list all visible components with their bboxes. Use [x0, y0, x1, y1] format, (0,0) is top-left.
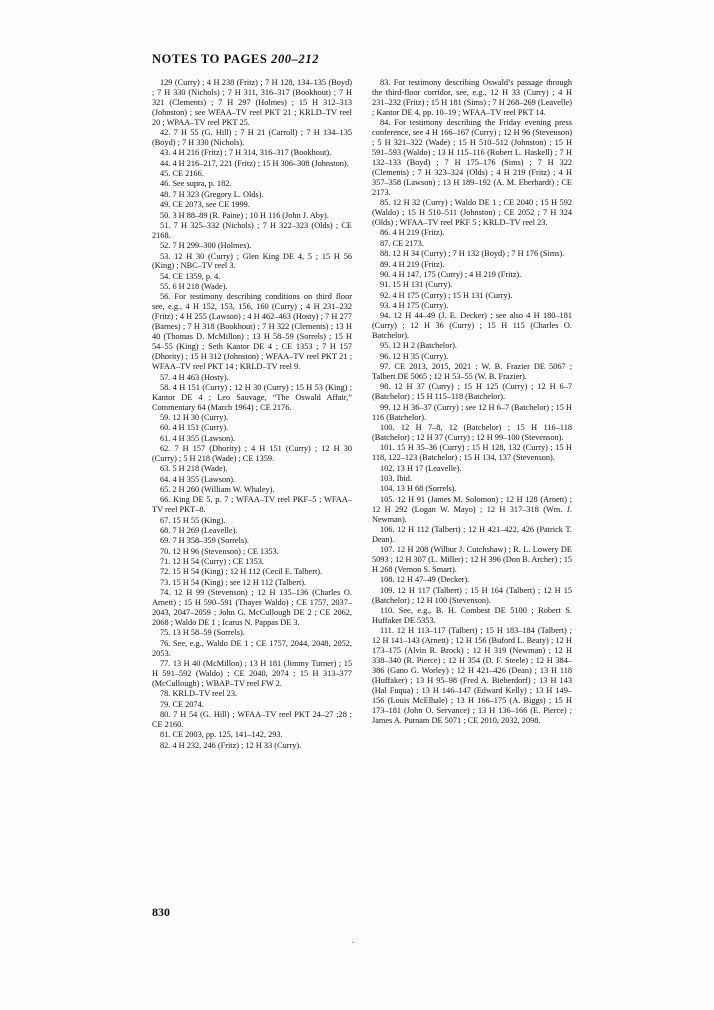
note-entry: 93. 4 H 175 (Curry). [380, 300, 449, 310]
notes-columns [152, 78, 572, 751]
note-entry: 64. 4 H 355 (Lawson). [160, 474, 236, 484]
note-entry: 62. 7 H 157 (Dhority) ; 4 H 151 (Curry) ; 12 H 30 (Curry) ; 5 H 218 (Wade) ; CE 1359. [152, 444, 352, 464]
note-entry: 75. 13 H 58–59 (Sorrels). [160, 628, 245, 638]
note-entry: 129 (Curry) ; 4 H 238 (Fritz) ; 7 H 128, 134–135 (Boyd) ; 7 H 330 (Nichols) ; 7 H 311, 316–317 (Bookhout) ; 7 H 321 (Clements) ; 7 H 297 (Holmes) ; 15 H 312–313 (Johnston) ; see WFAA–TV reel PKT 21 ; KRLD–TV reel 20 ; WPAA–TV reel PKT 25. [152, 78, 352, 127]
note-entry: 50. 3 H 88–89 (R. Paine) ; 10 H 116 (John J. Aby). [160, 210, 329, 220]
note-entry: 60. 4 H 151 (Curry). [160, 423, 229, 433]
note-entry: 58. 4 H 151 (Curry) ; 12 H 30 (Curry) ; 15 H 53 (King) ; Kantor DE 4 ; Leo Sauvage, “The Oswald Affair,” Commentary 64 (March 1964) ; CE 2176. [152, 382, 352, 412]
note-entry: 79. CE 2074. [160, 699, 204, 709]
note-entry: 53. 12 H 30 (Curry) ; Glen King DE 4, 5 ; 15 H 56 (King) ; NBC–TV reel 3. [152, 251, 352, 271]
note-entry: 108. 12 H 47–49 (Decker). [380, 575, 470, 585]
note-entry: 59. 12 H 30 (Curry). [160, 413, 229, 423]
note-entry: 42. 7 H 55 (G. Hill) ; 7 H 21 (Carroll) ; 7 H 134–135 (Boyd) ; 7 H 330 (Nichols). [152, 128, 352, 148]
note-entry: 100. 12 H 7–8, 12 (Batchelor) ; 15 H 116–118 (Batchelor) ; 12 H 37 (Curry) ; 12 H 99–100 (Stevenson). [372, 423, 572, 442]
note-entry: 107. 12 H 208 (Wilbur J. Cutchshaw) ; R. L. Lowery DE 5093 ; 12 H 307 (L. Miller) ; 12 H 396 (Don B. Archer) ; 15 H 268 (Vernon S. Smart). [372, 545, 572, 575]
note-entry: 82. 4 H 232, 246 (Fritz) ; 12 H 33 (Curry). [160, 740, 302, 750]
running-head [152, 52, 319, 67]
note-entry: 67. 15 H 55 (King). [160, 515, 226, 525]
notes-column-right [372, 78, 572, 751]
note-entry: 71. 12 H 54 (Curry) ; CE 1353. [160, 557, 264, 567]
note-entry: 66. King DE 5, p. 7 ; WFAA–TV reel PKF–5 ; WFAA–TV reel PKT–8. [152, 495, 352, 515]
running-head-prefix: NOTES TO PAGES [152, 52, 272, 66]
note-entry: 45. CE 2166. [160, 169, 204, 179]
note-entry: 63. 5 H 218 (Wade). [160, 464, 228, 474]
note-entry: 61. 4 H 355 (Lawson). [160, 433, 236, 443]
note-entry: 70. 12 H 96 (Stevenson) ; CE 1353. [160, 546, 279, 556]
note-entry: 43. 4 H 216 (Fritz) ; 7 H 314, 316–317 (Bookhout). [160, 148, 332, 158]
note-entry: 77. 13 H 40 (McMillon) ; 13 H 181 (Jimmy Turner) ; 15 H 591–592 (Waldo) ; CE 2040, 2074 ; 15 H 313–377 (McCullough) ; WBAP–TV reel FW 2. [152, 659, 352, 688]
note-entry: 91. 15 H 131 (Curry). [380, 280, 453, 290]
note-entry: 65. 2 H 260 (William W. Whaley). [160, 485, 275, 495]
note-entry: 57. 4 H 463 (Hosty). [160, 372, 229, 382]
note-entry: 105. 12 H 91 (James M. Solomon) ; 12 H 128 (Arnett) ; 12 H 292 (Logan W. Mayo) ; 12 H 317–318 (Wm. J. Newman). [372, 494, 572, 524]
note-entry: 92. 4 H 175 (Curry) ; 15 H 131 (Curry). [380, 290, 513, 300]
note-entry: 99. 12 H 36–37 (Curry) ; see 12 H 6–7 (Batchelor) ; 15 H 116 (Batchelor). [372, 402, 572, 422]
note-entry: 104. 13 H 68 (Sorrels). [380, 484, 457, 494]
note-entry: 46. See supra, p. 182. [160, 179, 232, 189]
note-entry: 103. Ibid. [380, 473, 413, 483]
center-dot-marker: . [352, 935, 355, 946]
note-entry: 110. See, e.g., B. H. Combest DE 5100 ; Robert S. Huffaker DE 5353. [372, 606, 572, 626]
note-entry: 83. For testimony describing Oswald’s passage through the third-floor corridor, see, e.g., 12 H 33 (Curry) ; 4 H 231–232 (Fritz) ; 15 H 181 (Sims) ; 7 H 268–269 (Leavelle) ; Kantor DE 4, pp. 10–19 ; WFAA–TV reel PKT 14. [372, 78, 572, 117]
note-entry: 95. 12 H 2 (Batchelor). [380, 341, 457, 351]
note-entry: 84. For testimony describing the Friday evening press conference, see 4 H 166–167 (Curry) ; 12 H 96 (Stevenson) ; 5 H 321–322 (Wade) ; 15 H 510–512 (Johnston) ; 15 H 591–593 (Waldo) ; 13 H 115–116 (Robert L. Haskell) ; 7 H 132–133 (Boyd) ; 7 H 175–176 (Sims) ; 7 H 322 (Clements) ; 7 H 323–324 (Olds) ; 4 H 219 (Fritz) ; 4 H 357–358 (Lawson) ; 13 H 189–192 (A. M. Eberhardt) ; CE 2173. [372, 118, 572, 197]
note-entry: 54. CE 1359, p. 4. [160, 271, 221, 281]
note-entry: 48. 7 H 323 (Gregory L. Olds). [160, 189, 264, 199]
note-entry: 49. CE 2073, see CE 1999. [160, 200, 250, 210]
note-entry: 74. 12 H 99 (Stevenson) ; 12 H 135–136 (Charles O. Arnett) ; 15 H 590–591 (Thayer Waldo) ; CE 1757, 2037–2043, 2047–2059 ; John G. McCullough DE 2 ; CE 2062, 2068 ; Waldo DE 1 ; Icarus N. Pappas DE 3. [152, 588, 352, 628]
note-entry: 72. 15 H 54 (King) ; 12 H 112 (Cecil E. Talbert). [160, 567, 323, 577]
note-entry: 87. CE 2173. [380, 238, 424, 248]
note-entry: 94. 12 H 44–49 (J. E. Decker) ; see also 4 H 180–181 (Curry) ; 12 H 36 (Curry) ; 15 H 115 (Charles O. Batchelor). [372, 311, 572, 341]
note-entry: 106. 12 H 112 (Talbert) ; 12 H 421–422, 426 (Patrick T. Dean). [372, 524, 572, 544]
note-entry: 51. 7 H 325–332 (Nichols) ; 7 H 322–323 (Olds) ; CE 2168. [152, 220, 352, 240]
note-entry: 86. 4 H 219 (Fritz). [380, 228, 445, 238]
note-entry: 97. CE 2013, 2015, 2021 ; W. B. Frazier DE 5067 ; Talbert DE 5065 ; 12 H 53–55 (W. B. Frazier). [372, 362, 572, 382]
note-entry: 76. See, e.g., Waldo DE 1 ; CE 1757, 2044, 2048, 2052, 2053. [152, 638, 352, 658]
note-entry: 90. 4 H 147, 175 (Curry) ; 4 H 219 (Fritz). [380, 269, 522, 279]
note-entry: 80. 7 H 54 (G. Hill) ; WFAA–TV reel PKT 24–27 ;28 ; CE 2160. [152, 709, 352, 729]
note-entry: 52. 7 H 299–300 (Holmes). [160, 241, 252, 251]
note-entry: 81. CE 2003, pp. 125, 141–142, 293. [160, 730, 283, 740]
note-entry: 88. 12 H 34 (Curry) ; 7 H 132 (Boyd) ; 7 H 176 (Sims). [380, 249, 565, 259]
note-entry: 68. 7 H 269 (Leavelle). [160, 526, 238, 536]
page-folio: 830 [152, 905, 170, 919]
running-head-pages: 200–212 [271, 52, 320, 66]
note-entry: 102. 13 H 17 (Leavelle). [380, 463, 462, 473]
note-entry: 111. 12 H 113–117 (Talbert) ; 15 H 183–184 (Talbert) ; 12 H 141–143 (Arnett) ; 12 H 156 (Buford L. Beaty) ; 12 H 173–175 (Alvin R. Brock) ; 12 H 319 (Newman) ; 12 H 338–340 (R. Pierce) ; 12 H 354 (D. F. Steele) ; 12 H 384–386 (Gano G. Worley) ; 12 H 421–426 (Dean) ; 13 H 118 (Huffaker) ; 13 H 95–98 (Fred A. Bieberdorf) ; 13 H 143 (Hal Fuqua) ; 13 H 146–147 (Edward Kelly) ; 13 H 149–156 (Louis McElhale) ; 13 H 166–175 (A. Biggs) ; 15 H 173–181 (John O. Servance) ; 13 H 136–166 (E. Pierce) ; James A. Putnam DE 5071 ; CE 2010, 2032, 2098. [372, 626, 572, 725]
note-entry: 55. 6 H 218 (Wade). [160, 282, 228, 292]
note-entry: 78. KRLD–TV reel 23. [160, 689, 238, 699]
note-entry: 56. For testimony describing conditions on third floor see, e.g., 4 H 152, 153, 156, 160 (Curry) ; 4 H 231–232 (Fritz) ; 4 H 255 (Lawson) ; 4 H 462–463 (Hosty) ; 7 H 277 (Barnes) ; 7 H 318 (Bookhout) ; 7 H 322 (Clements) ; 13 H 40 (Thomas D. McMillon) ; 13 H 58–59 (Sorrels) ; 15 H 54–55 (King) ; Seth Kantor DE 4 ; CE 1353 ; 7 H 157 (Dhority) ; 15 H 312 (Johnston) ; WFAA–TV reel PKT 21 ; WFAA–TV reel PKT 14 ; KRLD–TV reel 9. [152, 292, 352, 372]
notes-column-left [152, 78, 352, 751]
note-entry: 101. 15 H 35–36 (Curry) ; 15 H 128, 132 (Curry) ; 15 H 118, 122–123 (Batchelor) ; 15 H 134, 137 (Stevenson). [372, 443, 572, 463]
note-entry: 85. 12 H 32 (Curry) ; Waldo DE 1 ; CE 2040 ; 15 H 592 (Waldo) ; 15 H 510–511 (Johnston) ; CE 2052 ; 7 H 324 (Olds) ; WFAA–TV reel PKF 5 ; KRLD–TV reel 23. [372, 198, 572, 228]
note-entry: 98. 12 H 37 (Curry) ; 15 H 125 (Curry) ; 12 H 6–7 (Batchelor) ; 15 H 115–118 (Batchelor). [372, 382, 572, 402]
note-entry: 69. 7 H 358–359 (Sorrels). [160, 536, 249, 546]
note-entry: 89. 4 H 219 (Fritz). [380, 259, 445, 269]
note-entry: 44. 4 H 216–217, 221 (Fritz) ; 15 H 306–308 (Johnston). [160, 158, 349, 168]
note-entry: 96. 12 H 35 (Curry). [380, 351, 449, 361]
note-entry: 109. 12 H 117 (Talbert) ; 15 H 164 (Talbert) ; 12 H 15 (Batchelor) ; 12 H 100 (Stevenson). [372, 585, 572, 605]
note-entry: 73. 15 H 54 (King) ; see 12 H 112 (Talbert). [160, 577, 307, 587]
